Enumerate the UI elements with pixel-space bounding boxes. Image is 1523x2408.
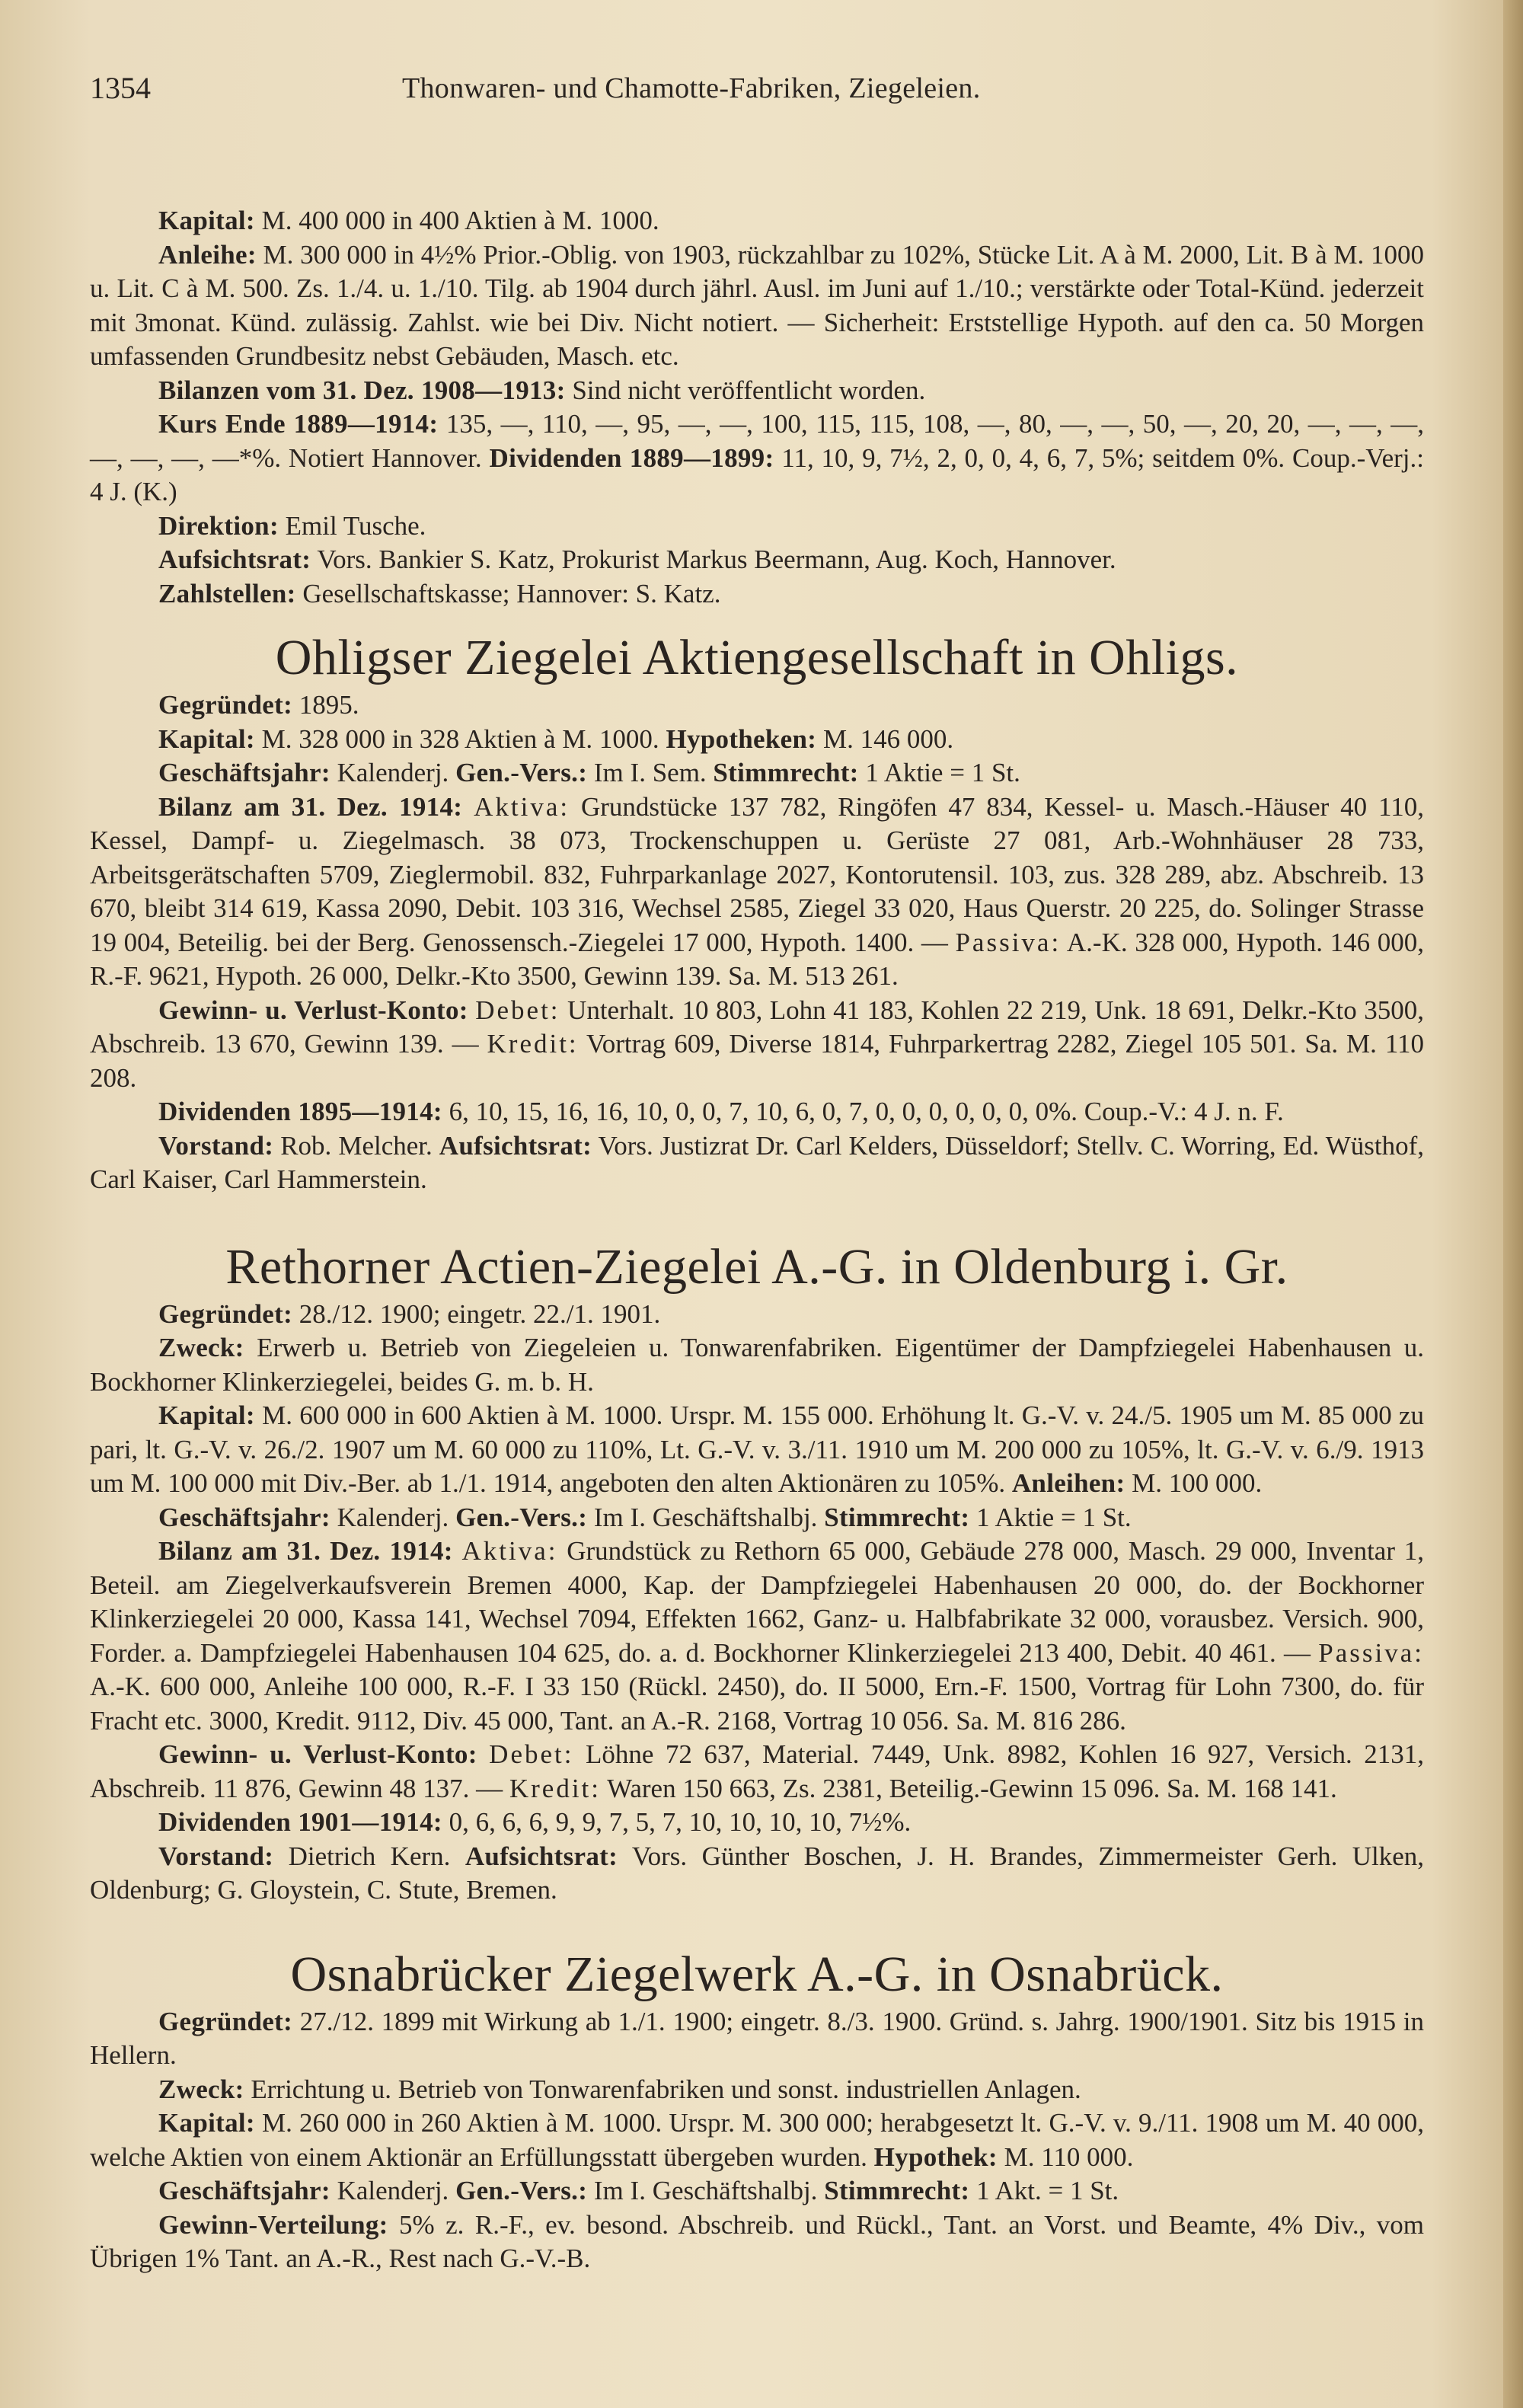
guv-paragraph — [90, 1738, 1424, 1806]
genvers-text: Im I. Sem. — [593, 758, 707, 787]
dividenden-text: 0, 6, 6, 6, 9, 9, 7, 5, 7, 10, 10, 10, 10, 7½%. — [449, 1807, 912, 1837]
anleihe-label: Anleihe: — [158, 239, 257, 270]
aufsichtsrat-text: Vors. Bankier S. Katz, Prokurist Markus Beermann, Aug. Koch, Hannover. — [317, 545, 1116, 574]
stimmrecht-text: 1 Aktie = 1 St. — [865, 758, 1020, 787]
geschaeftsjahr-paragraph — [90, 1501, 1424, 1535]
running-head: Thonwaren- und Chamotte-Fabriken, Ziegeleien. — [402, 72, 981, 104]
kapital-paragraph — [90, 204, 1424, 238]
dividenden-paragraph — [90, 1095, 1424, 1129]
debet-text: Löhne 72 637, Material. 7449, Unk. 8982, Kohlen 16 927, Versich. 2131, Abschreib. 11 876, Gewinn 48 137. — — [90, 1739, 1424, 1803]
debet-text: Unterhalt. 10 803, Lohn 41 183, Kohlen 22 219, Unk. 18 691, Delkr.-Kto 3500, Abschreib. 13 670, Gewinn 139. — — [90, 995, 1425, 1059]
gegruendet-text: 1895. — [299, 690, 359, 720]
passiva-label: Passiva: — [955, 927, 1062, 957]
kapital-text: M. 600 000 in 600 Aktien à M. 1000. Urspr. M. 155 000. Erhöhung lt. G.-V. v. 24./5. 1905 um M. 85 000 zu pari, lt. G.-V. v. 26./2. 1907 um M. 60 000 zu 110%, Lt. G.-V. v. 3./11. 1910 um M. 200 000 zu 105%, lt. G.-V. v. 6./9. 1913 um M. 100 000 mit Div.-Ber. ab 1./1. 1914, angeboten den alten Aktionären zu 105%. — [90, 1400, 1425, 1498]
page-number: 1354 — [90, 71, 151, 105]
geschaeftsjahr-paragraph — [90, 756, 1424, 790]
genvers-label: Gen.-Vers.: — [455, 758, 588, 787]
kapital-paragraph — [90, 1399, 1424, 1501]
company-title-osnabrueck: Osnabrücker Ziegelwerk A.-G. in Osnabrück. — [290, 1946, 1224, 2002]
gegruendet-label: Gegründet: — [158, 1298, 293, 1329]
gegruendet-paragraph — [90, 2005, 1424, 2073]
aufsichtsrat-text: Vors. Justizrat Dr. Carl Kelders, Düsseldorf; Stellv. C. Worring, Ed. Wüsthof, Carl Kaiser, Carl Hammerstein. — [90, 1130, 1424, 1194]
kapital-paragraph — [90, 2106, 1424, 2174]
hypothek-label: Hypothek: — [873, 2141, 998, 2172]
vorstand-paragraph — [90, 1129, 1424, 1197]
stimmrecht-label: Stimmrecht: — [824, 1502, 970, 1532]
genvers-label: Gen.-Vers.: — [455, 2176, 588, 2205]
vorstand-text: Dietrich Kern. — [288, 1841, 451, 1871]
kredit-text: Vortrag 609, Diverse 1814, Fuhrparkertrag 2282, Ziegel 105 501. Sa. M. 110 208. — [90, 1029, 1425, 1093]
stimmrecht-label: Stimmrecht: — [713, 758, 859, 787]
stimmrecht-text: 1 Akt. = 1 St. — [976, 2176, 1119, 2205]
kredit-label: Kredit: — [509, 1773, 601, 1803]
aktiva-text: Grundstücke 137 782, Ringöfen 47 834, Kessel- u. Masch.-Häuser 40 110, Kessel, Dampf- u. Ziegelmasch. 38 073, Trockenschuppen u. Gerüste 27 081, Arb.-Wohnhäuser 28 733, Arbeitsgerätschaften 5709, Zieglermobil. 832, Fuhrparkanlage 2027, Kontorutensil. 103, zus. 328 289, abz. Abschreib. 13 670, bleibt 314 619, Kassa 2090, Debit. 103 316, Wechsel 2585, Ziegel 33 020, Haus Querstr. 20 225, do. Solinger Strasse 19 004, Beteilig. bei der Berg. Genossensch.-Ziegelei 17 000, Hypoth. 1400. — — [90, 791, 1424, 957]
bilanz-paragraph — [90, 790, 1424, 994]
stimmrecht-label: Stimmrecht: — [824, 2176, 970, 2205]
genvers-label: Gen.-Vers.: — [455, 1502, 588, 1532]
zahlstellen-label: Zahlstellen: — [158, 578, 296, 608]
anleihen-label: Anleihen: — [1011, 1468, 1125, 1498]
guv-label: Gewinn- u. Verlust-Konto: — [158, 995, 468, 1025]
aufsichtsrat-label: Aufsichtsrat: — [439, 1130, 592, 1161]
dividenden-label: Dividenden 1895—1914: — [158, 1097, 442, 1126]
bilanz-label: Bilanz am 31. Dez. 1914: — [158, 791, 463, 822]
dividenden-text: 6, 10, 15, 16, 16, 10, 0, 0, 7, 10, 6, 0, 7, 0, 0, 0, 0, 0, 0, 0%. Coup.-V.: 4 J. n. F. — [449, 1097, 1284, 1126]
kredit-text: Waren 150 663, Zs. 2381, Beteilig.-Gewinn 15 096. Sa. M. 168 141. — [607, 1773, 1337, 1803]
bilanz-label: Bilanz am 31. Dez. 1914: — [158, 1536, 453, 1566]
direktion-text: Emil Tusche. — [285, 510, 426, 541]
gegruendet-label: Gegründet: — [158, 690, 293, 720]
company-title-ohligs: Ohligser Ziegelei Aktiengesellschaft in Ohligs. — [275, 630, 1239, 685]
aufsichtsrat-paragraph — [90, 543, 1424, 577]
kapital-label: Kapital: — [158, 206, 255, 235]
company-entry-ohligs — [90, 688, 1424, 1197]
geschaeftsjahr-text: Kalenderj. — [337, 1502, 449, 1532]
guv-paragraph — [90, 994, 1424, 1096]
geschaeftsjahr-label: Geschäftsjahr: — [158, 2176, 330, 2205]
anleihe-text: M. 300 000 in 4½% Prior.-Oblig. von 1903, rückzahlbar zu 102%, Stücke Lit. A à M. 2000, Lit. B à M. 1000 u. Lit. C à M. 500. Zs. 1./4. u. 1./10. Tilg. ab 1904 durch jährl. Ausl. im Juni auf 1./10.; verstärkte oder Total-Künd. jederzeit mit 3monat. Künd. zulässig. Zahlst. wie bei Div. Nicht notiert. — Sicherheit: Erststellige Hypoth. auf den ca. 50 Morgen umfassenden Grundbesitz nebst Gebäuden, Masch. etc. — [90, 239, 1425, 371]
hypotheken-label: Hypotheken: — [666, 723, 817, 754]
passiva-label: Passiva: — [1318, 1637, 1425, 1668]
dividenden-label: Dividenden 1901—1914: — [158, 1807, 442, 1837]
zahlstellen-paragraph — [90, 577, 1424, 612]
vorstand-label: Vorstand: — [158, 1130, 274, 1161]
aktiva-label: Aktiva: — [461, 1536, 558, 1566]
gegruendet-paragraph — [90, 1298, 1424, 1332]
kurs-label: Kurs Ende 1889—1914: — [158, 409, 439, 439]
kapital-label: Kapital: — [158, 2108, 255, 2138]
dividenden-label: Dividenden 1889—1899: — [489, 442, 774, 473]
company-entry-continued — [90, 204, 1424, 611]
aufsichtsrat-label: Aufsichtsrat: — [158, 545, 311, 574]
page-header — [90, 61, 1424, 114]
zweck-text: Erwerb u. Betrieb von Ziegeleien u. Tonwarenfabriken. Eigentümer der Dampfziegelei Habenhausen u. Bockhorner Klinkerziegelei, beides G. m. b. H. — [90, 1333, 1424, 1397]
page-edge-shadow — [1503, 0, 1523, 2408]
genvers-text: Im I. Geschäftshalbj. — [593, 2176, 818, 2205]
genvers-text: Im I. Geschäftshalbj. — [593, 1502, 818, 1532]
hypotheken-text: M. 146 000. — [822, 723, 954, 754]
vorstand-label: Vorstand: — [158, 1841, 274, 1871]
kapital-text: M. 328 000 in 328 Aktien à M. 1000. — [261, 723, 659, 754]
direktion-paragraph — [90, 509, 1424, 544]
passiva-text: A.-K. 600 000, Anleihe 100 000, R.-F. I 33 150 (Rückl. 2450), do. II 5000, Ern.-F. 1500, Vortrag für Lohn 7300, do. für Fracht etc. 3000, Kredit. 9112, Div. 45 000, Tant. an A.-R. 2168, Vortrag 10 056. Sa. M. 816 286. — [90, 1672, 1424, 1736]
gewinn-verteilung-paragraph — [90, 2208, 1424, 2276]
kurs-text: 135, —, 110, —, 95, —, —, 100, 115, 115, 108, —, 80, —, —, 50, —, 20, 20, —, —, —, —, —, —, —*%. Notiert Hannover. — [90, 409, 1425, 473]
kurs-paragraph — [90, 407, 1424, 509]
kapital-text: M. 260 000 in 260 Aktien à M. 1000. Urspr. M. 300 000; herabgesetzt lt. G.-V. v. 9./11. 1908 um M. 40 000, welche Aktien von einem Aktionär an Erfüllungsstatt übergeben wurden. — [90, 2108, 1424, 2172]
zweck-label: Zweck: — [158, 2074, 244, 2104]
aktiva-text: Grundstück zu Rethorn 65 000, Gebäude 278 000, Masch. 29 000, Inventar 1, Beteil. am Ziegelverkaufsverein Bremen 4000, Kap. der Dampfziegelei Habenhausen 20 000, do. der Bockhorner Klinkerziegelei 20 000, Kassa 141, Wechsel 7094, Effekten 1662, Ganz- u. Halbfabrikate 32 000, vorausbez. Versich. 900, Forder. a. Dampfziegelei Habenhausen 104 625, do. a. d. Bockhorner Klinkerziegelei 213 400, Debit. 40 461. — — [90, 1536, 1425, 1668]
gewinn-verteilung-label: Gewinn-Verteilung: — [158, 2209, 388, 2240]
bilanz-paragraph — [90, 1535, 1424, 1738]
hypothek-text: M. 110 000. — [1004, 2141, 1134, 2172]
zweck-paragraph — [90, 1331, 1424, 1399]
geschaeftsjahr-paragraph — [90, 2174, 1424, 2208]
kapital-paragraph — [90, 723, 1424, 757]
kapital-label: Kapital: — [158, 1400, 255, 1430]
aktiva-label: Aktiva: — [474, 791, 570, 822]
geschaeftsjahr-label: Geschäftsjahr: — [158, 758, 330, 787]
aufsichtsrat-label: Aufsichtsrat: — [465, 1841, 618, 1871]
vorstand-text: Rob. Melcher. — [280, 1130, 433, 1161]
dividenden-text: 11, 10, 9, 7½, 2, 0, 0, 4, 6, 7, 5%; seitdem 0%. Coup.-Verj.: 4 J. (K.) — [90, 442, 1425, 506]
gegruendet-label: Gegründet: — [158, 2006, 293, 2036]
anleihen-text: M. 100 000. — [1132, 1468, 1263, 1498]
direktion-label: Direktion: — [158, 510, 279, 541]
zweck-label: Zweck: — [158, 1333, 244, 1362]
debet-label: Debet: — [489, 1739, 574, 1769]
geschaeftsjahr-text: Kalenderj. — [337, 2176, 449, 2205]
guv-label: Gewinn- u. Verlust-Konto: — [158, 1739, 477, 1769]
zweck-paragraph — [90, 2073, 1424, 2107]
gewinn-verteilung-text: 5% z. R.-F., ev. besond. Abschreib. und Rückl., Tant. an Vorst. und Beamte, 4% Div., vom Übrigen 1% Tant. an A.-R., Rest nach G.-V.-B. — [90, 2209, 1424, 2273]
gegruendet-paragraph — [90, 688, 1424, 723]
debet-label: Debet: — [475, 995, 560, 1025]
gegruendet-text: 27./12. 1899 mit Wirkung ab 1./1. 1900; eingetr. 8./3. 1900. Gründ. s. Jahrg. 1900/1901. Sitz bis 1915 in Hellern. — [90, 2006, 1425, 2070]
bilanzen-text: Sind nicht veröffentlicht worden. — [572, 375, 926, 405]
gegruendet-text: 28./12. 1900; eingetr. 22./1. 1901. — [299, 1298, 661, 1329]
passiva-text: A.-K. 328 000, Hypoth. 146 000, R.-F. 9621, Hypoth. 26 000, Delkr.-Kto 3500, Gewinn 139. Sa. M. 513 261. — [90, 927, 1424, 991]
company-entry-rethorn — [90, 1298, 1424, 1908]
zahlstellen-text: Gesellschaftskasse; Hannover: S. Katz. — [302, 578, 721, 608]
anleihe-paragraph — [90, 238, 1424, 374]
company-entry-osnabrueck — [90, 2005, 1424, 2276]
company-title-rethorn: Rethorner Actien-Ziegelei A.-G. in Oldenburg i. Gr. — [225, 1238, 1288, 1295]
kapital-label: Kapital: — [158, 723, 255, 754]
stimmrecht-text: 1 Aktie = 1 St. — [976, 1502, 1132, 1532]
kapital-text: M. 400 000 in 400 Aktien à M. 1000. — [261, 206, 659, 235]
dividenden-paragraph — [90, 1806, 1424, 1840]
kredit-label: Kredit: — [487, 1029, 579, 1059]
geschaeftsjahr-label: Geschäftsjahr: — [158, 1502, 330, 1532]
zweck-text: Errichtung u. Betrieb von Tonwarenfabriken und sonst. industriellen Anlagen. — [251, 2074, 1081, 2104]
bilanzen-paragraph — [90, 374, 1424, 408]
geschaeftsjahr-text: Kalenderj. — [337, 758, 449, 787]
vorstand-paragraph — [90, 1840, 1424, 1908]
aufsichtsrat-text: Vors. Günther Boschen, J. H. Brandes, Zimmermeister Gerh. Ulken, Oldenburg; G. Gloystein, C. Stute, Bremen. — [90, 1841, 1425, 1905]
bilanzen-label: Bilanzen vom 31. Dez. 1908—1913: — [158, 375, 566, 405]
